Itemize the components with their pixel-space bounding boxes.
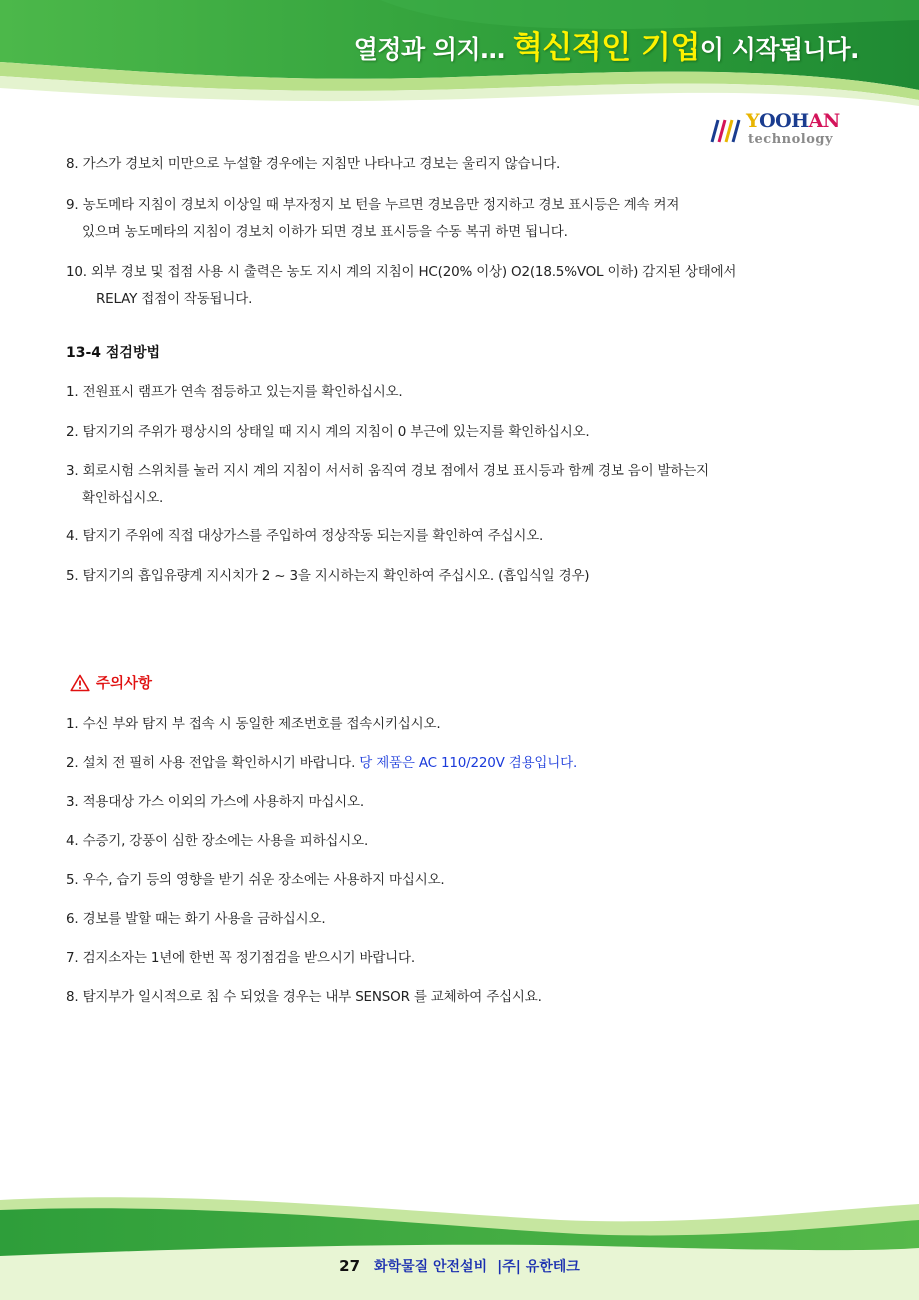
caution-item-2 (66, 751, 577, 771)
header-slogan (354, 22, 859, 67)
footer-wave-band (0, 1190, 919, 1300)
caution-item-3: 3. 적용대상 가스 이외의 가스에 사용하지 마십시오. (66, 794, 364, 810)
caution-item-8: 8. 탐지부가 일시적으로 침 수 되었을 경우는 내부 SENSOR 를 교체하여 주십시요. (66, 989, 542, 1005)
logo-stripes-icon (706, 114, 746, 146)
inspection-item-2: 2. 탐지기의 주위가 평상시의 상태일 때 지시 계의 지침이 0 부근에 있는지를 확인하십시오. (66, 424, 590, 440)
caution-item-7: 7. 검지소자는 1년에 한번 꼭 정기점검을 받으시기 바랍니다. (66, 950, 415, 966)
item-top-8: 8. 가스가 경보치 미만으로 누설할 경우에는 지침만 나타나고 경보는 울리지 않습니다. (66, 156, 561, 172)
inspection-item-3: 3. 회로시험 스위치를 눌러 지시 계의 지침이 서서히 움직여 경보 점에서 경보 표시등과 함께 경보 음이 발하는지 (66, 463, 709, 479)
caution-item-1: 1. 수신 부와 탐지 부 접속 시 동일한 제조번호를 접속시키십시오. (66, 716, 441, 732)
logo-tagline: technology (748, 132, 834, 147)
caution-item-4: 4. 수증기, 강풍이 심한 장소에는 사용을 피하십시오. (66, 833, 369, 849)
caution-item-2-text: 2. 설치 전 필히 사용 전압을 확인하시기 바랍니다. (66, 755, 360, 771)
logo-wordmark (746, 110, 840, 132)
item-top-10: 10. 외부 경보 및 접점 사용 시 출력은 농도 지시 계의 지침이 HC(20% 이상) O2(18.5%VOL 이하) 감지된 상태에서 (66, 264, 737, 280)
item-top-9-cont: 있으며 농도메타의 지침이 경보치 이하가 되면 경보 표시등을 수동 복귀 하면 됩니다. (82, 224, 568, 240)
inspection-item-4: 4. 탐지기 주위에 직접 대상가스를 주입하여 정상작동 되는지를 확인하여 주십시오. (66, 528, 544, 544)
caution-item-5: 5. 우수, 습기 등의 영향을 받기 쉬운 장소에는 사용하지 마십시오. (66, 872, 445, 888)
caution-title: 주의사항 (96, 676, 153, 692)
caution-item-6: 6. 경보를 발할 때는 화기 사용을 금하십시오. (66, 911, 326, 927)
section-heading-inspection: 13-4 점검방법 (66, 345, 161, 361)
footer-company: |주| 유한테크 (497, 1259, 580, 1275)
slogan-highlight: 혁신적인 기업 (512, 30, 700, 66)
inspection-item-5: 5. 탐지기의 흡입유량계 지시치가 2 ~ 3을 지시하는지 확인하여 주십시오. (흡입식일 경우) (66, 568, 590, 584)
logo-letters-end: AN (808, 110, 840, 132)
inspection-item-3-cont: 확인하십시오. (82, 490, 164, 506)
inspection-item-1: 1. 전원표시 램프가 연속 점등하고 있는지를 확인하십시오. (66, 384, 403, 400)
voltage-note: 당 제품은 AC 110/220V 겸용입니다. (359, 755, 578, 771)
page-number: 27 (339, 1257, 361, 1275)
warning-triangle-icon (70, 674, 90, 692)
footer-subtitle: 화학물질 안전설비 (374, 1259, 488, 1275)
company-logo (706, 110, 852, 152)
item-top-9: 9. 농도메타 지침이 경보치 이상일 때 부자정지 보 턴을 누르면 경보음만 정지하고 경보 표시등은 계속 켜져 (66, 197, 680, 213)
footer (0, 1256, 919, 1276)
slogan-prefix: 열정과 의지… (353, 35, 513, 64)
section-heading-caution (70, 672, 152, 693)
logo-letters-mid: OOH (759, 110, 809, 132)
logo-letter-y: Y (746, 110, 760, 132)
item-top-10-cont: RELAY 접점이 작동됩니다. (96, 291, 253, 307)
slogan-suffix: 이 시작됩니다. (699, 35, 859, 64)
